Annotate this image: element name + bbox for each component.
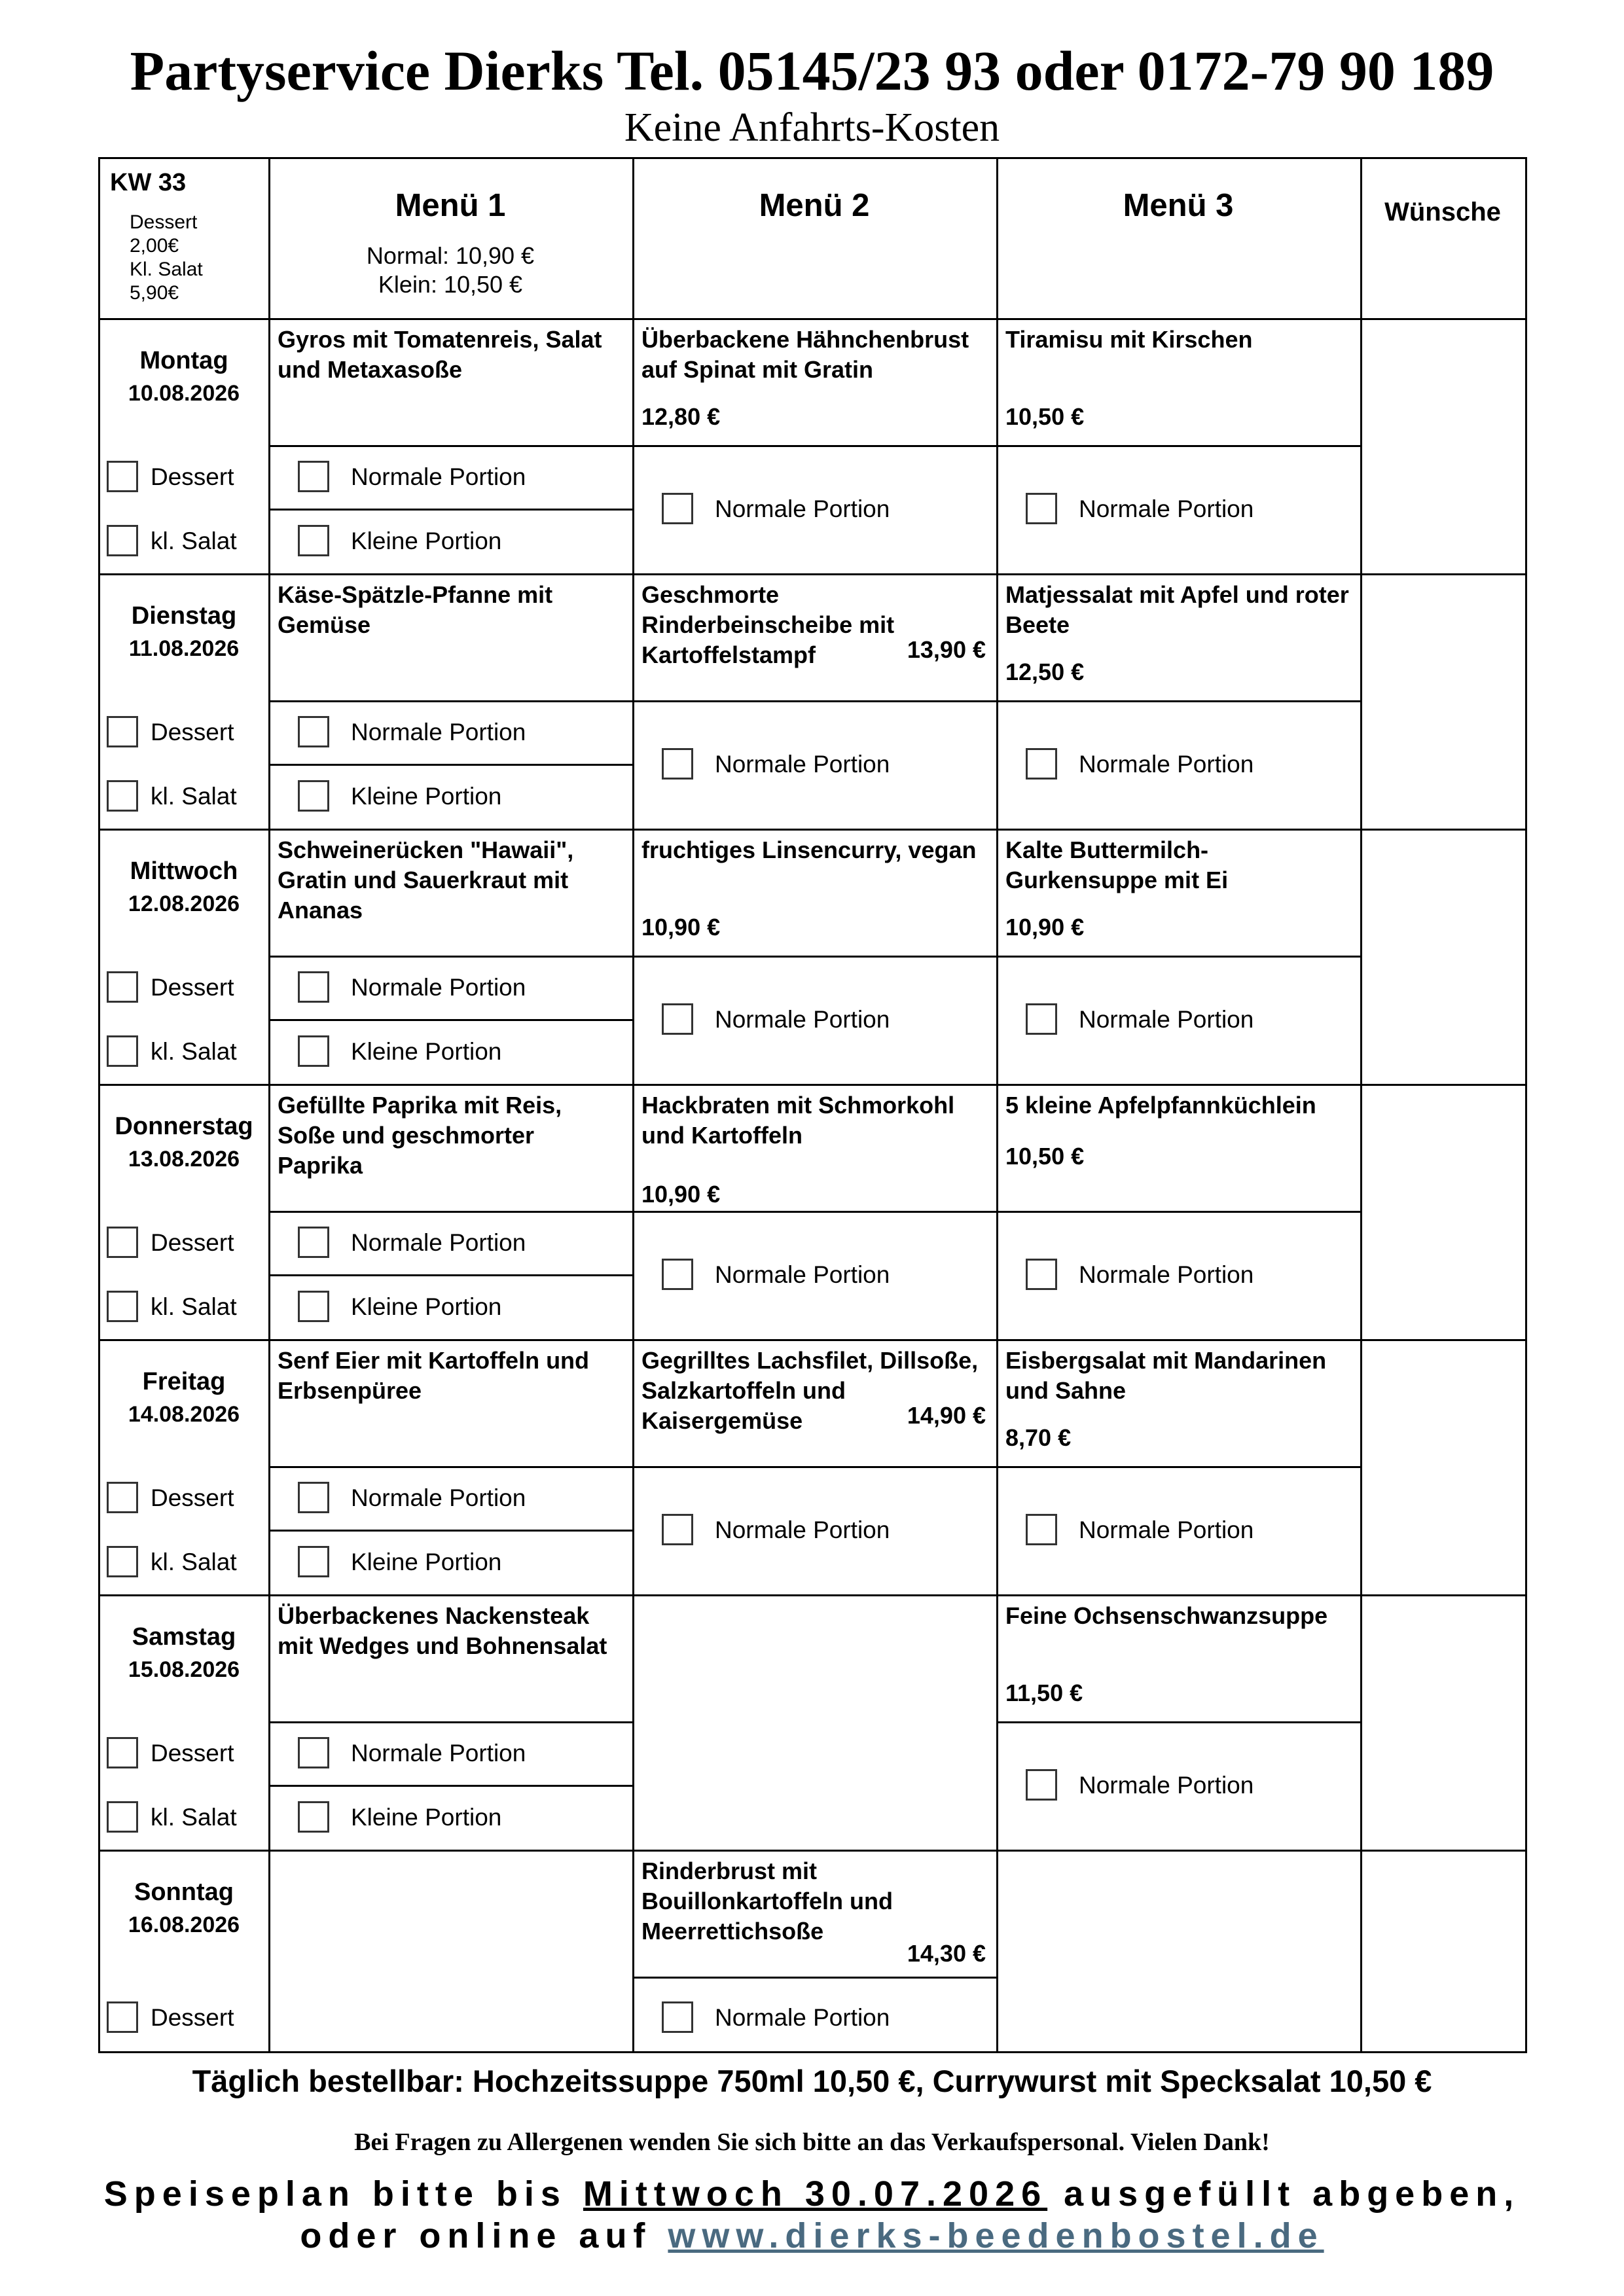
menu2-normal-checkbox[interactable] xyxy=(662,1003,693,1035)
menu3-normal-checkbox[interactable] xyxy=(1026,748,1057,780)
menu1-small-label: Kleine Portion xyxy=(351,1293,502,1320)
menu1-small-checkbox[interactable] xyxy=(298,525,329,556)
menu2-dish: fruchtiges Linsencurry, vegan xyxy=(641,836,977,863)
menu1-dish: Gyros mit Tomatenreis, Salat und Metaxasoße xyxy=(278,326,602,383)
menu2-normal-checkbox[interactable] xyxy=(662,748,693,780)
menu1-normal-checkbox[interactable] xyxy=(298,1227,329,1258)
menu2-normal-label: Normale Portion xyxy=(715,1006,890,1033)
menu3-price: 10,50 € xyxy=(1005,403,1085,430)
footer-allergen: Bei Fragen zu Allergenen wenden Sie sich bitte an das Verkaufspersonal. Vielen Dank! xyxy=(354,2128,1270,2156)
menu1-normal-checkbox[interactable] xyxy=(298,1737,329,1768)
menu2-normal-label: Normale Portion xyxy=(715,1516,890,1543)
menu1-small-checkbox[interactable] xyxy=(298,1035,329,1067)
menu3-dish: Eisbergsalat mit Mandarinen und Sahne xyxy=(1005,1347,1327,1404)
footer-submit-date: Mittwoch 30.07.2026 xyxy=(583,2174,1048,2214)
day-name: Freitag xyxy=(142,1368,226,1395)
menu1-small-checkbox[interactable] xyxy=(298,1291,329,1322)
menu3-option-divider xyxy=(996,1721,1360,1723)
day-name: Samstag xyxy=(132,1623,236,1651)
menu3-dish: Feine Ochsenschwanzsuppe xyxy=(1005,1602,1328,1629)
menu2-dish: Gegrilltes Lachsfilet, Dillsoße, Salzkartoffeln und Kaisergemüse xyxy=(641,1347,979,1434)
menu1-normal-checkbox[interactable] xyxy=(298,461,329,492)
menu2-price: 14,30 € xyxy=(907,1940,986,1967)
menu1-option-divider xyxy=(268,445,632,447)
column-divider xyxy=(268,157,270,2051)
menu3-option-divider xyxy=(996,1466,1360,1468)
menu3-option-divider xyxy=(996,700,1360,702)
menu3-option-divider xyxy=(996,445,1360,447)
dessert-option-label: Dessert xyxy=(151,1229,234,1256)
day-row-divider xyxy=(98,1594,1525,1596)
menu2-price: 14,90 € xyxy=(907,1402,986,1429)
menu2-header: Menü 2 xyxy=(759,188,870,223)
menu2-option-divider xyxy=(632,1977,996,1979)
menu1-option-divider xyxy=(268,956,632,958)
menu3-normal-label: Normale Portion xyxy=(1079,495,1254,522)
salad-option-label: kl. Salat xyxy=(151,1293,237,1320)
day-date: 13.08.2026 xyxy=(128,1147,240,1172)
wishes-header: Wünsche xyxy=(1384,198,1501,226)
menu3-normal-label: Normale Portion xyxy=(1079,751,1254,778)
day-row-divider xyxy=(98,573,1525,575)
salad-option-label: kl. Salat xyxy=(151,783,237,810)
menu2-normal-label: Normale Portion xyxy=(715,495,890,522)
menu3-normal-label: Normale Portion xyxy=(1079,1261,1254,1288)
salad-checkbox[interactable] xyxy=(107,1801,138,1833)
menu1-dish: Schweinerücken "Hawaii", Gratin und Sauerkraut mit Ananas xyxy=(278,836,574,924)
day-name: Donnerstag xyxy=(115,1113,253,1140)
menu1-small-checkbox[interactable] xyxy=(298,1546,329,1577)
menu1-option-divider xyxy=(268,1211,632,1213)
menu2-price: 10,90 € xyxy=(641,914,721,941)
dessert-option-label: Dessert xyxy=(151,974,234,1001)
day-row-divider xyxy=(98,1084,1525,1086)
menu1-small-label: Kleine Portion xyxy=(351,783,502,810)
day-date: 12.08.2026 xyxy=(128,891,240,916)
menu1-normal-price: Normal: 10,90 € xyxy=(366,242,535,269)
menu3-price: 8,70 € xyxy=(1005,1424,1072,1451)
menu2-normal-label: Normale Portion xyxy=(715,751,890,778)
menu1-small-label: Kleine Portion xyxy=(351,1038,502,1065)
menu2-option-divider xyxy=(632,700,996,702)
dessert-option-label: Dessert xyxy=(151,1484,234,1511)
menu2-normal-label: Normale Portion xyxy=(715,2004,890,2031)
dessert-checkbox[interactable] xyxy=(107,1482,138,1513)
menu3-normal-label: Normale Portion xyxy=(1079,1772,1254,1799)
menu2-price: 12,80 € xyxy=(641,403,721,430)
menu2-option-divider xyxy=(632,445,996,447)
menu2-price: 13,90 € xyxy=(907,636,986,663)
day-date: 11.08.2026 xyxy=(128,636,240,661)
dessert-checkbox[interactable] xyxy=(107,716,138,747)
menu1-normal-label: Normale Portion xyxy=(351,974,526,1001)
menu2-dish: Geschmorte Rinderbeinscheibe mit Kartoffelstampf xyxy=(641,581,895,668)
menu1-option-divider xyxy=(268,1019,632,1021)
menu1-dish: Überbackenes Nackensteak mit Wedges und Bohnensalat xyxy=(278,1602,607,1659)
menu1-small-checkbox[interactable] xyxy=(298,1801,329,1833)
dessert-checkbox[interactable] xyxy=(107,1227,138,1258)
footer-online xyxy=(0,2215,1624,2257)
menu2-dish: Überbackene Hähnchenbrust auf Spinat mit Gratin xyxy=(641,326,969,383)
menu1-normal-label: Normale Portion xyxy=(351,719,526,745)
menu1-option-divider xyxy=(268,1274,632,1276)
footer-submit-post: ausgefüllt abgeben, xyxy=(1047,2174,1521,2214)
salad-option-label: kl. Salat xyxy=(151,528,237,554)
menu3-price: 12,50 € xyxy=(1005,658,1085,685)
menu3-normal-checkbox[interactable] xyxy=(1026,493,1057,524)
page-title: Partyservice Dierks Tel. 05145/23 93 oder 0172-79 90 189 xyxy=(130,39,1494,102)
dessert-info-label: Dessert xyxy=(130,211,198,233)
menu2-dish: Rinderbrust mit Bouillonkartoffeln und Meerrettichsoße xyxy=(641,1857,893,1945)
menu1-option-divider xyxy=(268,1530,632,1532)
menu2-option-divider xyxy=(632,956,996,958)
menu3-dish: Matjessalat mit Apfel und roter Beete xyxy=(1005,581,1349,638)
dessert-checkbox[interactable] xyxy=(107,971,138,1003)
table-border-bottom xyxy=(98,2051,1527,2053)
menu1-dish: Gefüllte Paprika mit Reis, Soße und geschmorter Paprika xyxy=(278,1092,562,1179)
day-row-divider xyxy=(98,1339,1525,1341)
menu1-normal-checkbox[interactable] xyxy=(298,971,329,1003)
website-link[interactable]: www.dierks-beedenbostel.de xyxy=(668,2216,1324,2255)
column-divider xyxy=(632,157,634,2051)
menu3-normal-label: Normale Portion xyxy=(1079,1006,1254,1033)
menu1-normal-label: Normale Portion xyxy=(351,463,526,490)
menu1-option-divider xyxy=(268,509,632,511)
menu3-price: 10,50 € xyxy=(1005,1143,1085,1170)
day-date: 15.08.2026 xyxy=(128,1657,240,1682)
column-divider xyxy=(1360,157,1362,2051)
footer-submit-pre: Speiseplan bitte bis xyxy=(103,2174,583,2214)
salad-option-label: kl. Salat xyxy=(151,1804,237,1831)
menu1-small-checkbox[interactable] xyxy=(298,780,329,812)
salad-checkbox[interactable] xyxy=(107,780,138,812)
menu2-dish: Hackbraten mit Schmorkohl und Kartoffeln xyxy=(641,1092,955,1149)
menu3-option-divider xyxy=(996,1211,1360,1213)
menu2-normal-checkbox[interactable] xyxy=(662,493,693,524)
day-name: Dienstag xyxy=(131,602,237,630)
dessert-checkbox[interactable] xyxy=(107,1737,138,1768)
salad-checkbox[interactable] xyxy=(107,1035,138,1067)
header-row-divider xyxy=(98,318,1525,320)
menu1-header: Menü 1 xyxy=(395,188,506,223)
menu3-price: 10,90 € xyxy=(1005,914,1085,941)
menu1-normal-checkbox[interactable] xyxy=(298,1482,329,1513)
dessert-checkbox[interactable] xyxy=(107,2001,138,2033)
menu1-normal-label: Normale Portion xyxy=(351,1484,526,1511)
table-border-top xyxy=(98,157,1525,159)
footer-online-pre: oder online auf xyxy=(300,2216,668,2255)
salad-info-price: 5,90€ xyxy=(130,282,179,304)
menu3-normal-checkbox[interactable] xyxy=(1026,1003,1057,1035)
menu1-normal-label: Normale Portion xyxy=(351,1229,526,1256)
menu1-small-label: Kleine Portion xyxy=(351,528,502,554)
day-date: 16.08.2026 xyxy=(128,1912,240,1937)
menu1-normal-label: Normale Portion xyxy=(351,1740,526,1767)
dessert-option-label: Dessert xyxy=(151,2004,234,2031)
menu3-dish: Kalte Buttermilch-Gurkensuppe mit Ei xyxy=(1005,836,1229,893)
table-border-right xyxy=(1525,157,1527,2051)
day-row-divider xyxy=(98,1850,1525,1852)
salad-checkbox[interactable] xyxy=(107,1291,138,1322)
salad-checkbox[interactable] xyxy=(107,525,138,556)
dessert-option-label: Dessert xyxy=(151,463,234,490)
menu1-option-divider xyxy=(268,1466,632,1468)
day-date: 14.08.2026 xyxy=(128,1402,240,1427)
menu3-normal-checkbox[interactable] xyxy=(1026,1259,1057,1290)
dessert-option-label: Dessert xyxy=(151,719,234,745)
menu2-option-divider xyxy=(632,1466,996,1468)
day-name: Mittwoch xyxy=(130,857,238,885)
dessert-option-label: Dessert xyxy=(151,1740,234,1767)
menu1-dish: Käse-Spätzle-Pfanne mit Gemüse xyxy=(278,581,553,638)
page-subtitle: Keine Anfahrts-Kosten xyxy=(624,105,1000,150)
day-date: 10.08.2026 xyxy=(128,381,240,406)
day-name: Montag xyxy=(139,347,228,374)
menu3-dish: 5 kleine Apfelpfannküchlein xyxy=(1005,1092,1316,1119)
menu1-option-divider xyxy=(268,1721,632,1723)
menu3-header: Menü 3 xyxy=(1123,188,1234,223)
menu2-normal-checkbox[interactable] xyxy=(662,1514,693,1545)
menu1-option-divider xyxy=(268,700,632,702)
menu1-option-divider xyxy=(268,1785,632,1787)
menu3-option-divider xyxy=(996,956,1360,958)
footer-daily: Täglich bestellbar: Hochzeitssuppe 750ml 10,50 €, Currywurst mit Specksalat 10,50 € xyxy=(192,2064,1432,2098)
menu1-small-label: Kleine Portion xyxy=(351,1804,502,1831)
salad-option-label: kl. Salat xyxy=(151,1038,237,1065)
salad-checkbox[interactable] xyxy=(107,1546,138,1577)
menu3-normal-label: Normale Portion xyxy=(1079,1516,1254,1543)
table-border-left xyxy=(98,157,100,2051)
footer-submit xyxy=(0,2173,1624,2215)
week-label: KW 33 xyxy=(110,169,187,196)
menu1-normal-checkbox[interactable] xyxy=(298,716,329,747)
menu2-normal-checkbox[interactable] xyxy=(662,1259,693,1290)
menu3-price: 11,50 € xyxy=(1005,1679,1083,1706)
dessert-info-price: 2,00€ xyxy=(130,235,179,257)
day-row-divider xyxy=(98,829,1525,831)
day-name: Sonntag xyxy=(134,1878,234,1906)
menu2-normal-checkbox[interactable] xyxy=(662,2001,693,2033)
menu1-option-divider xyxy=(268,764,632,766)
salad-info-label: Kl. Salat xyxy=(130,259,203,280)
menu2-price: 10,90 € xyxy=(641,1181,721,1208)
menu1-small-label: Kleine Portion xyxy=(351,1549,502,1575)
menu3-normal-checkbox[interactable] xyxy=(1026,1769,1057,1801)
menu2-normal-label: Normale Portion xyxy=(715,1261,890,1288)
column-divider xyxy=(996,157,998,2051)
menu2-option-divider xyxy=(632,1211,996,1213)
menu3-normal-checkbox[interactable] xyxy=(1026,1514,1057,1545)
salad-option-label: kl. Salat xyxy=(151,1549,237,1575)
menu1-dish: Senf Eier mit Kartoffeln und Erbsenpüree xyxy=(278,1347,590,1404)
dessert-checkbox[interactable] xyxy=(107,461,138,492)
menu3-dish: Tiramisu mit Kirschen xyxy=(1005,326,1253,353)
menu1-small-price: Klein: 10,50 € xyxy=(378,271,523,298)
